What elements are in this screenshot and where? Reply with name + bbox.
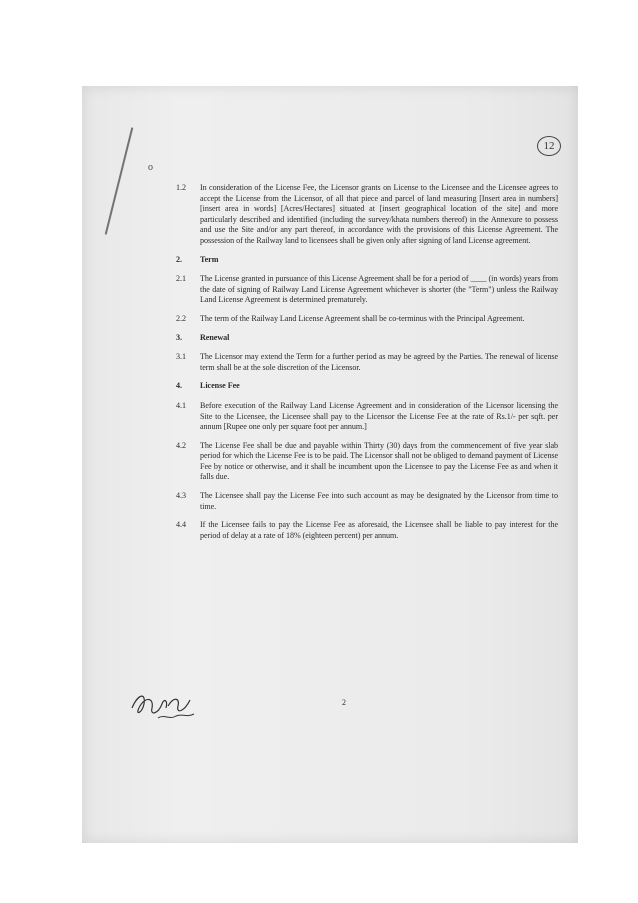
section-number: 2. bbox=[176, 254, 182, 264]
margin-pen-stroke bbox=[105, 127, 134, 234]
circled-page-number: 12 bbox=[537, 136, 561, 156]
clause-number: 4.1 bbox=[176, 400, 186, 410]
clause-1-2 bbox=[176, 183, 558, 247]
section-title: Renewal bbox=[200, 332, 230, 342]
clause-4-2 bbox=[176, 441, 558, 483]
clause-2-1 bbox=[176, 274, 558, 306]
clause-number: 2.2 bbox=[176, 313, 186, 323]
clause-number: 4.4 bbox=[176, 520, 186, 530]
clause-number: 4.3 bbox=[176, 491, 186, 501]
clause-number: 1.2 bbox=[176, 183, 186, 192]
section-heading-license-fee bbox=[176, 381, 558, 392]
clause-3-1 bbox=[176, 352, 558, 373]
clause-4-3 bbox=[176, 491, 558, 512]
section-heading-term bbox=[176, 255, 558, 266]
clause-text: The term of the Railway Land License Agreement shall be co-terminus with the Principal Agreement. bbox=[200, 313, 525, 323]
section-number: 4. bbox=[176, 381, 182, 391]
clause-text: The Licensor may extend the Term for a further period as may be agreed by the Parties. The renewal of license term shall be at the sole discretion of the Licensor. bbox=[200, 352, 558, 372]
clause-number: 3.1 bbox=[176, 352, 186, 362]
clause-text: The Licensee shall pay the License Fee into such account as may be designated by the Licensor from time to time. bbox=[200, 491, 558, 511]
clause-text: Before execution of the Railway Land License Agreement and in consideration of the Licensor licensing the Site to the Licensee, the Licensee shall pay to the Licensor the License Fee at the rate of Rs.1/- per sqft. per annum [Rupee one only per square foot per annum.] bbox=[200, 400, 558, 432]
section-heading-renewal bbox=[176, 333, 558, 344]
scanned-page bbox=[82, 86, 578, 843]
margin-mark: o bbox=[148, 162, 153, 173]
section-number: 3. bbox=[176, 332, 182, 342]
clause-4-4 bbox=[176, 520, 558, 541]
page-number: 2 bbox=[342, 698, 346, 707]
document-body bbox=[176, 183, 558, 549]
section-title: Term bbox=[200, 254, 219, 264]
clause-4-1 bbox=[176, 401, 558, 433]
clause-text: The License Fee shall be due and payable within Thirty (30) days from the commencement of five year slab period for which the License Fee is to be paid. The Licensor shall not be obliged to demand payment of License Fee by notice or otherwise, and it shall be incumbent upon the Licensee to pay the License Fee as and when it falls due. bbox=[200, 440, 558, 482]
clause-2-2 bbox=[176, 314, 558, 325]
clause-text: If the Licensee fails to pay the License Fee as aforesaid, the Licensee shall be liable to pay interest for the period of delay at a rate of 18% (eighteen percent) per annum. bbox=[200, 520, 558, 540]
clause-text: In consideration of the License Fee, the Licensor grants on License to the Licensee and the Licensee agrees to accept the License from the Licensor, of all that piece and parcel of land measuring [Insert area in numbers] [insert area in words] [Acres/Hectares] situated at [insert geographical location of the site] and more particularly described and identified (including the survey/khata numbers thereof) in the Annexure to possess and use the Site and/or any part thereof, in accordance with the provisions of this License Agreement. The possession of the Railway land to licensees shall be given only after signing of land License agreement. bbox=[200, 183, 558, 245]
clause-number: 2.1 bbox=[176, 274, 186, 284]
section-title: License Fee bbox=[200, 381, 240, 391]
clause-number: 4.2 bbox=[176, 440, 186, 450]
clause-text: The License granted in pursuance of this License Agreement shall be for a period of ____ (in words) years from the date of signing of Railway Land License Agreement whichever is shorter (the "Term") unless the Railway Land License Agreement is determined prematurely. bbox=[200, 274, 558, 305]
handwritten-signature bbox=[128, 686, 208, 726]
